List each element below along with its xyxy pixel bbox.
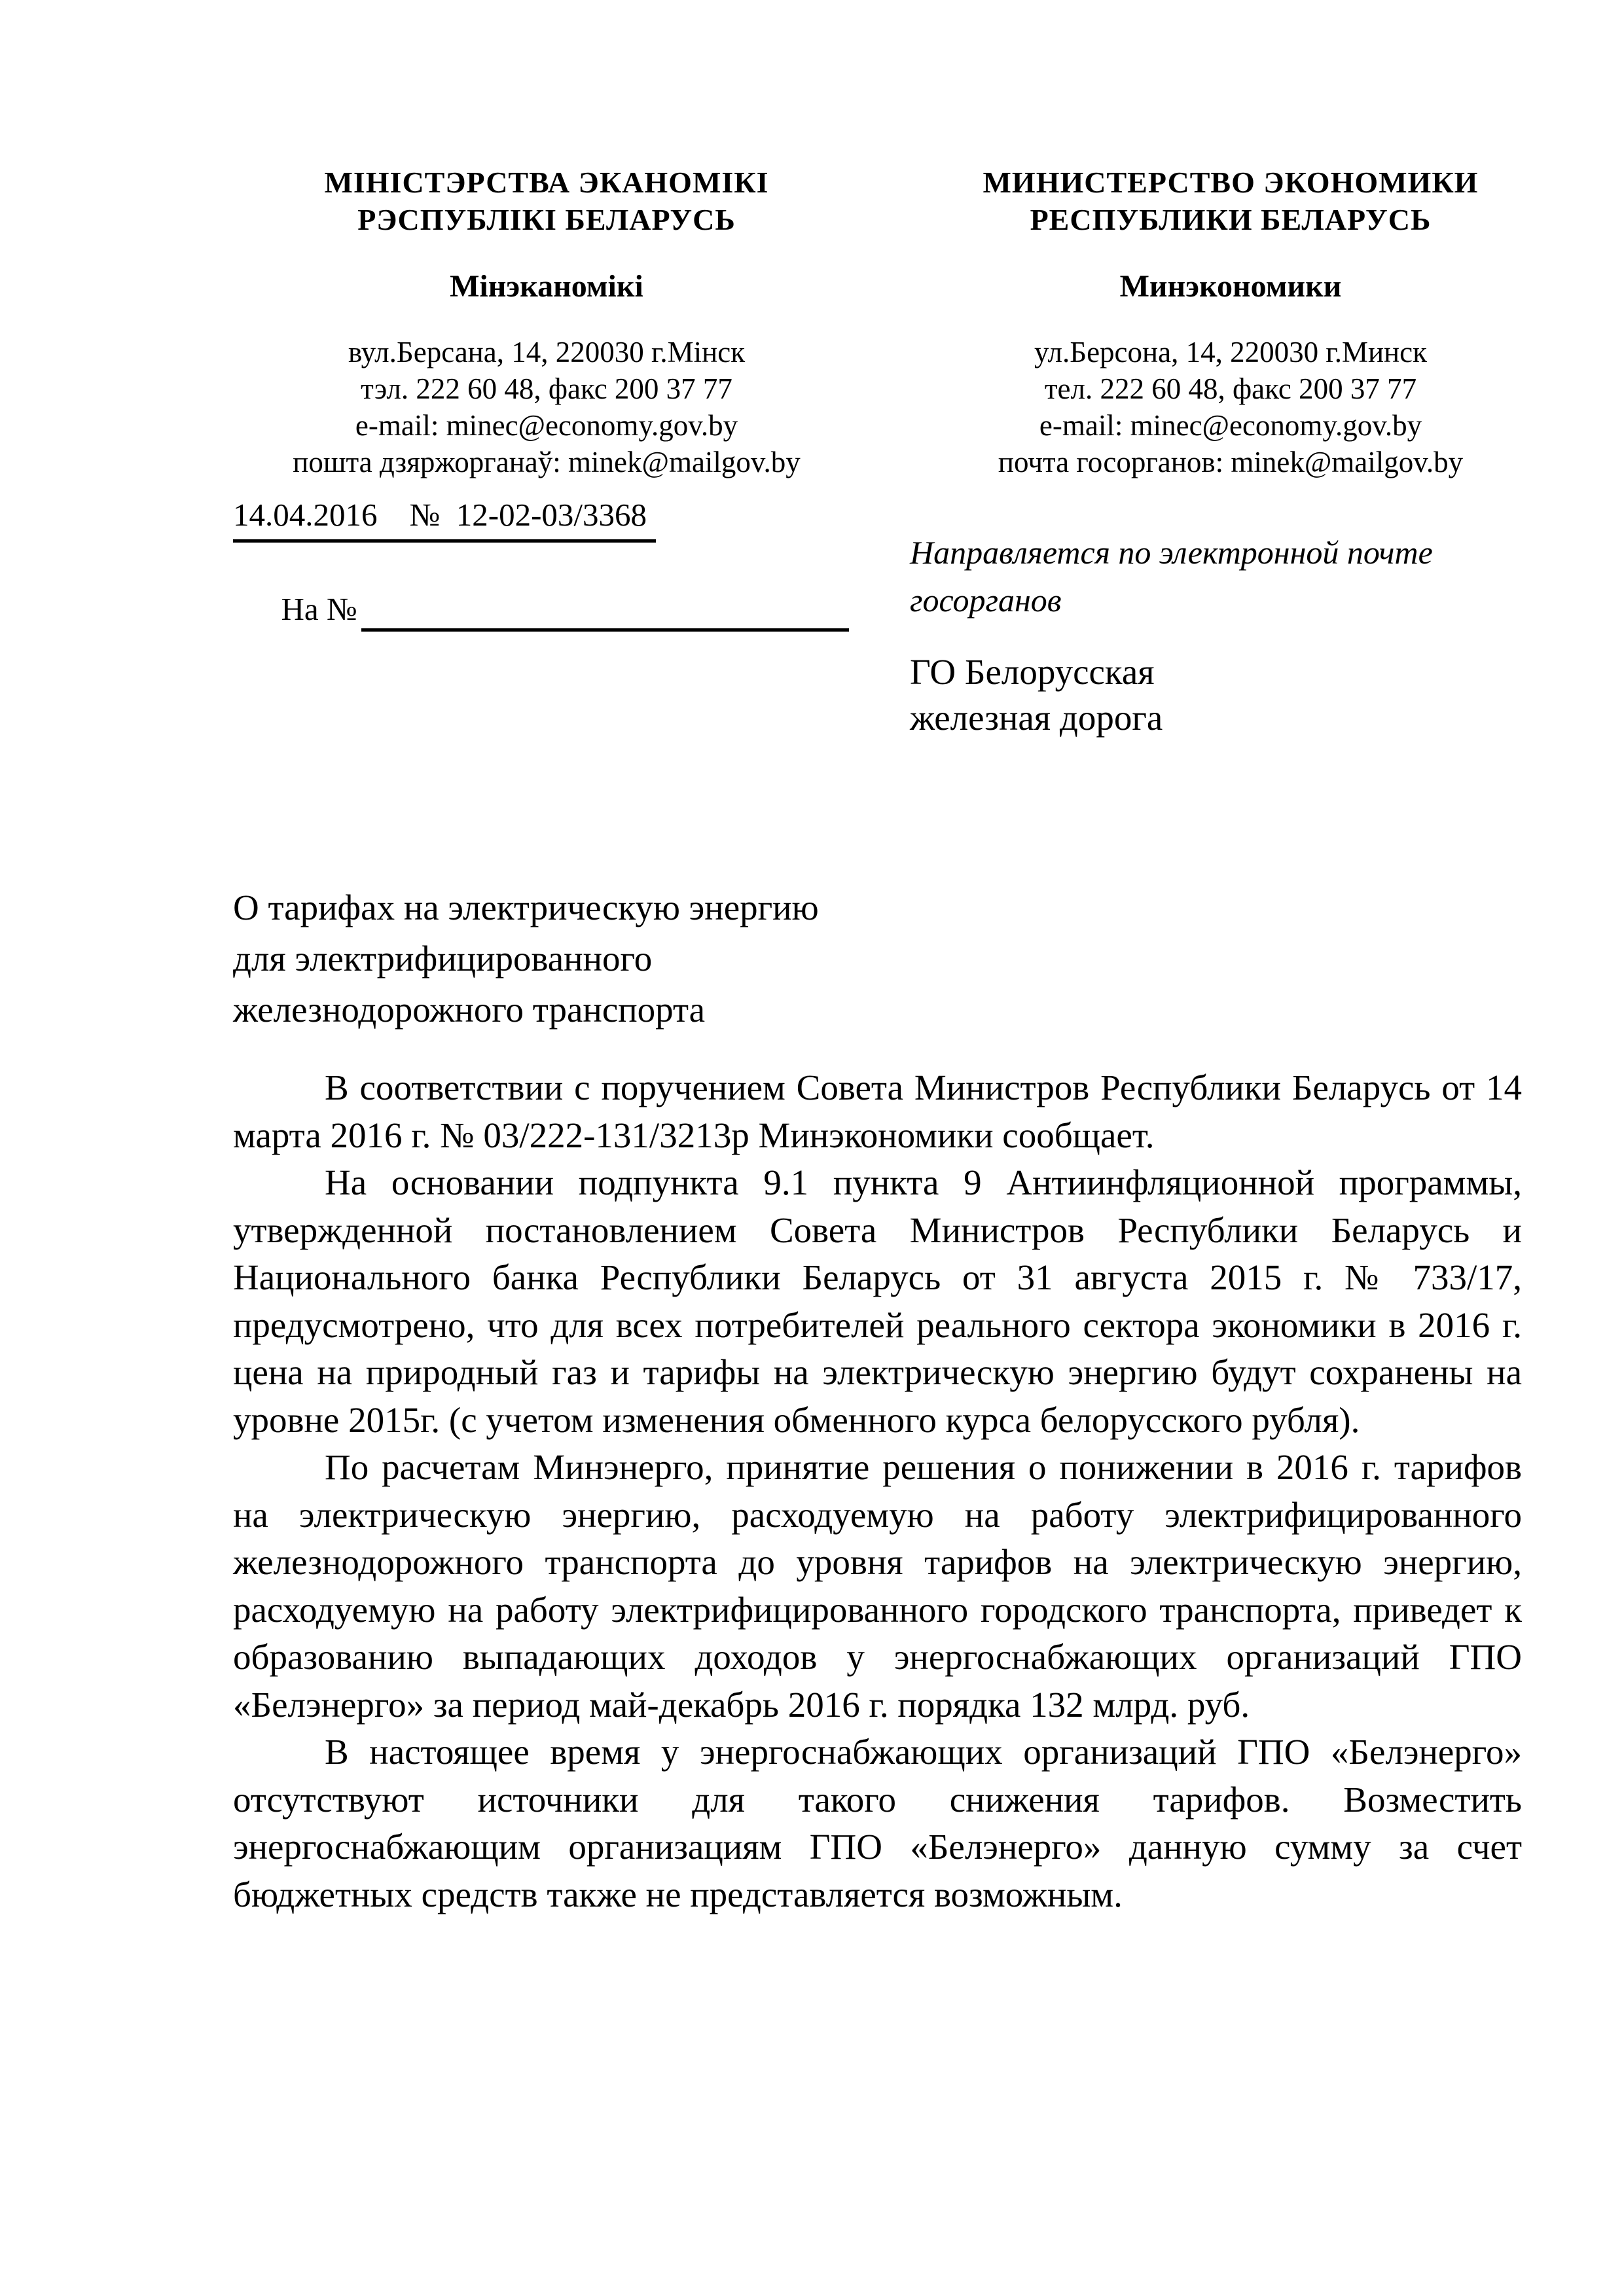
letter-body bbox=[233, 1064, 1522, 1918]
org-phone: тел. 222 60 48, факс 200 37 77 bbox=[1044, 372, 1417, 405]
org-email: e-mail: minec@economy.gov.by bbox=[1039, 409, 1422, 442]
letterhead-belarusian bbox=[223, 164, 871, 480]
letter-subject bbox=[233, 882, 819, 1035]
body-paragraph-2: На основании подпункта 9.1 пункта 9 Антиинфляционной программы, утвержденной постановлением Совета Министров Республики Беларусь и Национального банка Республики Беларусь от 31 августа 2015 г. № 733/17, предусмотрено, что для всех потребителей реального сектора экономики в 2016 г. цена на природный газ и тарифы на электрическую энергию будут сохранены на уровне 2015г. (с учетом изменения обменного курса белорусского рубля). bbox=[233, 1162, 1522, 1440]
letterhead-russian bbox=[907, 164, 1555, 480]
org-gov-mail: почта госорганов: minek@mailgov.by bbox=[998, 446, 1464, 478]
org-name-line1: МИНИСТЕРСТВО ЭКОНОМИКИ bbox=[983, 166, 1479, 199]
addressee-line2: железная дорога bbox=[910, 698, 1163, 738]
reply-reference-blank bbox=[361, 615, 849, 632]
reference-block bbox=[233, 496, 849, 669]
org-gov-mail: пошта дзяржорганаў: minek@mailgov.by bbox=[293, 446, 801, 478]
body-paragraph-1: В соответствии с поручением Совета Министров Республики Беларусь от 14 марта 2016 г. № 03/222-131/3213р Минэкономики сообщает. bbox=[233, 1067, 1522, 1155]
org-name-line2: РЕСПУБЛИКИ БЕЛАРУСЬ bbox=[1030, 203, 1432, 236]
delivery-note: Направляется по электронной почте госорганов bbox=[910, 534, 1433, 619]
outgoing-date-number: 14.04.2016 № 12-02-03/3368 bbox=[233, 496, 656, 543]
body-paragraph-3: По расчетам Минэнерго, принятие решения о понижении в 2016 г. тарифов на электрическую энергию, расходуемую на работу электрифицированного железнодорожного транспорта до уровня тарифов на электрическую энергию, расходуемую на работу электрифицированного городского транспорта, приведет к образованию выпадающих доходов у энергоснабжающих организаций ГПО «Белэнерго» за период май-декабрь 2016 г. порядка 132 млрд. руб. bbox=[233, 1447, 1522, 1725]
org-contact-block bbox=[223, 334, 871, 480]
org-address: вул.Берсана, 14, 220030 г.Мінск bbox=[348, 336, 746, 368]
org-short-name: Минэкономики bbox=[1119, 269, 1342, 304]
org-phone: тэл. 222 60 48, факс 200 37 77 bbox=[361, 372, 732, 405]
org-name-belarusian bbox=[223, 164, 871, 238]
org-email: e-mail: minec@economy.gov.by bbox=[355, 409, 738, 442]
org-contact-block bbox=[907, 334, 1555, 480]
reply-reference-line bbox=[233, 553, 849, 669]
outgoing-date-line bbox=[233, 496, 849, 543]
org-short-name: Мінэканомікі bbox=[450, 269, 643, 304]
org-name-line2: РЭСПУБЛІКІ БЕЛАРУСЬ bbox=[357, 203, 736, 236]
addressee-line1: ГО Белорусская bbox=[910, 652, 1155, 692]
reply-reference-label: На № bbox=[281, 591, 357, 627]
org-name-line1: МІНІСТЭРСТВА ЭКАНОМІКІ bbox=[324, 166, 769, 199]
subject-line2: для электрифицированного bbox=[233, 939, 653, 978]
org-name-russian bbox=[907, 164, 1555, 238]
body-paragraph-4: В настоящее время у энергоснабжающих организаций ГПО «Белэнерго» отсутствуют источники для такого снижения тарифов. Возместить энергоснабжающим организациям ГПО «Белэнерго» данную сумму за счет бюджетных средств также не представляется возможным. bbox=[233, 1732, 1522, 1914]
addressee bbox=[910, 649, 1163, 741]
subject-line1: О тарифах на электрическую энергию bbox=[233, 888, 819, 927]
subject-line3: железнодорожного транспорта bbox=[233, 990, 706, 1030]
letterhead bbox=[0, 164, 1624, 491]
org-address: ул.Берсона, 14, 220030 г.Минск bbox=[1034, 336, 1427, 368]
